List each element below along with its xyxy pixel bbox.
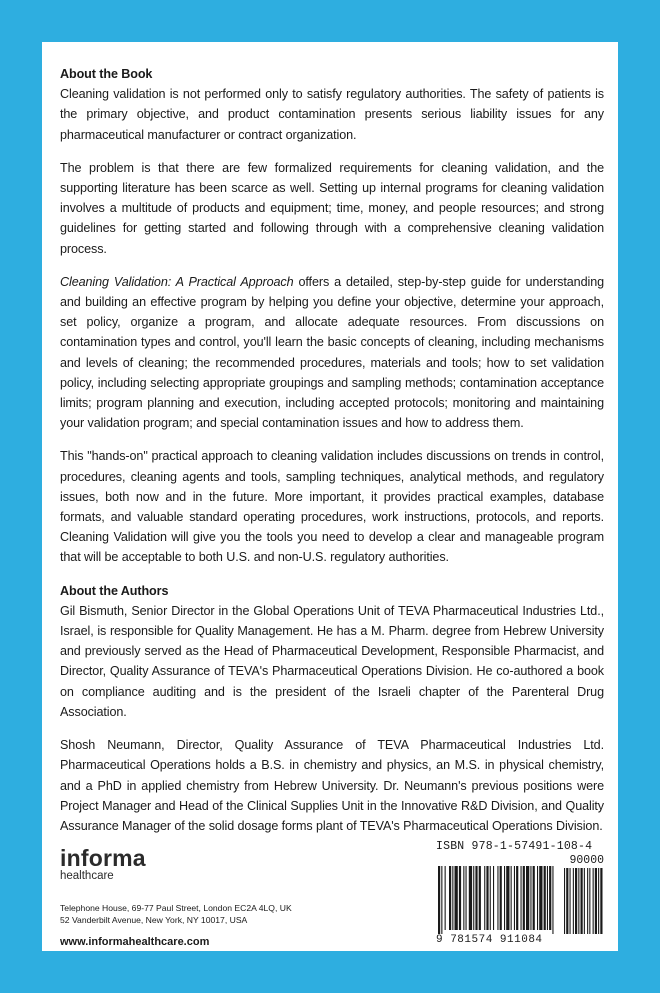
barcode-bar: [497, 866, 498, 930]
barcode-bar: [500, 866, 502, 930]
barcode-addon-bar: [593, 868, 594, 934]
back-cover-panel: [42, 42, 618, 951]
barcode-bar: [484, 866, 485, 930]
about-book-paragraph-4: This "hands-on" practical approach to cleaning validation includes discussions on trends in control, procedures, cleaning agents and tools, sampling techniques, analytical methods, and regulatory issues, both now and in the future. More important, it provides practical examples, database formats, and valuable standard operating procedures, work instructions, protocols, and reports. Cleaning Validation will give you the tools you need to develop a clear and manageable program that will be acceptable to both U.S. and non-U.S. regulatory authorities.: [60, 449, 604, 565]
barcode-addon-bar: [584, 868, 585, 934]
barcode-addon-bar: [578, 868, 579, 934]
about-book-paragraph-2: The problem is that there are few formalized requirements for cleaning validation, and the supporting literature has been scarce as well. Setting up internal programs for cleaning validation involves a multitude of products and equipment; time, money, and people resources; and strong guidelines for getting started and following through with a comprehensive cleaning validation process.: [60, 160, 604, 256]
about-book-paragraph-1: Cleaning validation is not performed only to satisfy regulatory authorities. The safety of patients is the primary objective, and product contamination presents serious liability issues for any pharmaceutical manufacturer or contract organization.: [60, 87, 604, 142]
barcode-bar: [469, 866, 472, 930]
address-line-2: 52 Vanderbilt Avenue, New York, NY 10017, USA: [60, 915, 248, 925]
address-line-1: Telephone House, 69-77 Paul Street, London EC2A 4LQ, UK: [60, 903, 292, 913]
barcode-bar: [475, 866, 477, 930]
barcode-bar: [479, 866, 481, 930]
barcode-addon-bar: [587, 868, 588, 934]
barcode-bar: [486, 866, 488, 930]
publisher-address: [60, 902, 292, 926]
barcode-addon-bar: [600, 868, 602, 934]
barcode-bar: [463, 866, 464, 930]
barcode-bar: [506, 866, 509, 930]
barcode-bar: [441, 866, 442, 934]
barcode-bar: [514, 866, 515, 930]
barcode-bar: [504, 866, 505, 930]
barcode-bar: [547, 866, 548, 930]
isbn-barcode: [436, 840, 604, 946]
barcode-bar: [533, 866, 535, 930]
barcode-bar: [473, 866, 474, 930]
barcode-addon-bar: [575, 868, 577, 934]
barcode-addon-bar: [598, 868, 599, 934]
about-authors-paragraph-1: Gil Bismuth, Senior Director in the Global Operations Unit of TEVA Pharmaceutical Industries Ltd., Israel, is responsible for Quality Management. He has a M. Pharm. degree from Hebrew University and previously served as the Head of Pharmaceutical Development, Responsible Pharmacist, and Director, Quality Assurance of TEVA's Pharmaceutical Operations Division. He co-authored a book on compliance auditing and is the president of the Israeli chapter of the Parenteral Drug Association.: [60, 603, 604, 719]
barcode-addon-bar: [581, 868, 583, 934]
publisher-name: informa: [60, 845, 146, 871]
barcode-addon-bar: [566, 868, 568, 934]
barcode-bar: [452, 866, 453, 930]
barcode-bar: [539, 866, 542, 930]
about-authors-heading: About the Authors: [60, 583, 169, 598]
about-book-paragraph-3-text: offers a detailed, step-by-step guide for understanding and building an effective program by helping you define your objective, determine your approach, set policy, organize a program, and allocate adequate resources. From discussions on contamination types and control, you'll learn the basic concepts of cleaning, including mechanisms and levels of cleaning; the recommended procedures, materials and tools; how to set validation policy, including selecting appropriate groupings and sampling methods; contamination acceptance limits; program planning and execution, including accepted protocols; monitoring and maintaining your validation program; and special contamination issues and how to address them.: [60, 274, 604, 431]
barcode-bar: [526, 866, 529, 930]
cover-footer: [60, 840, 604, 948]
barcode-area: [436, 854, 604, 946]
barcode-bar: [466, 866, 467, 930]
barcode-bar: [493, 866, 494, 930]
barcode-bar: [537, 866, 538, 930]
barcode-bar: [438, 866, 440, 934]
barcode-bar: [516, 866, 518, 930]
barcode-bar: [549, 866, 551, 930]
about-book-paragraph-3: [60, 272, 604, 434]
barcode-bar: [445, 866, 446, 930]
isbn-label: ISBN 978-1-57491-108-4: [436, 840, 593, 853]
publisher-website: www.informahealthcare.com: [60, 936, 210, 948]
barcode-bar: [449, 866, 451, 930]
cover-text: [60, 64, 604, 849]
barcode-bar: [544, 866, 546, 930]
barcode-digits: 9 781574 911084: [436, 934, 543, 946]
publisher-sub: healthcare: [60, 870, 114, 882]
barcode-addon-bar: [595, 868, 597, 934]
barcode-addon-bar: [573, 868, 574, 934]
barcode-bar: [530, 866, 531, 930]
book-title-italic: Cleaning Validation: A Practical Approach: [60, 274, 294, 289]
barcode-bar: [455, 866, 458, 930]
barcode-addon: 90000: [569, 854, 604, 867]
barcode-bar: [459, 866, 461, 930]
barcode-bar: [511, 866, 512, 930]
barcode-addon-bar: [570, 868, 571, 934]
barcode-addon-bar: [589, 868, 590, 934]
barcode-bar: [521, 866, 522, 930]
barcode-bar: [552, 866, 553, 934]
publisher-logo: [60, 846, 146, 883]
barcode-addon-bar: [564, 868, 565, 934]
about-book-heading: About the Book: [60, 67, 153, 81]
barcode-bar: [490, 866, 491, 930]
about-authors-paragraph-2: Shosh Neumann, Director, Quality Assurance of TEVA Pharmaceutical Industries Ltd. Pharmaceutical Operations holds a B.S. in chemistry and physics, an M.S. in physical chemistry, and a PhD in applied chemistry from Hebrew University. Dr. Neumann's previous positions were Project Manager and Head of the Clinical Supplies Unit in the Innovative R&D Division, and Quality Assurance Manager of the solid dosage forms plant of TEVA's Pharmaceutical Operations Division.: [60, 738, 604, 833]
barcode-bar: [523, 866, 525, 930]
